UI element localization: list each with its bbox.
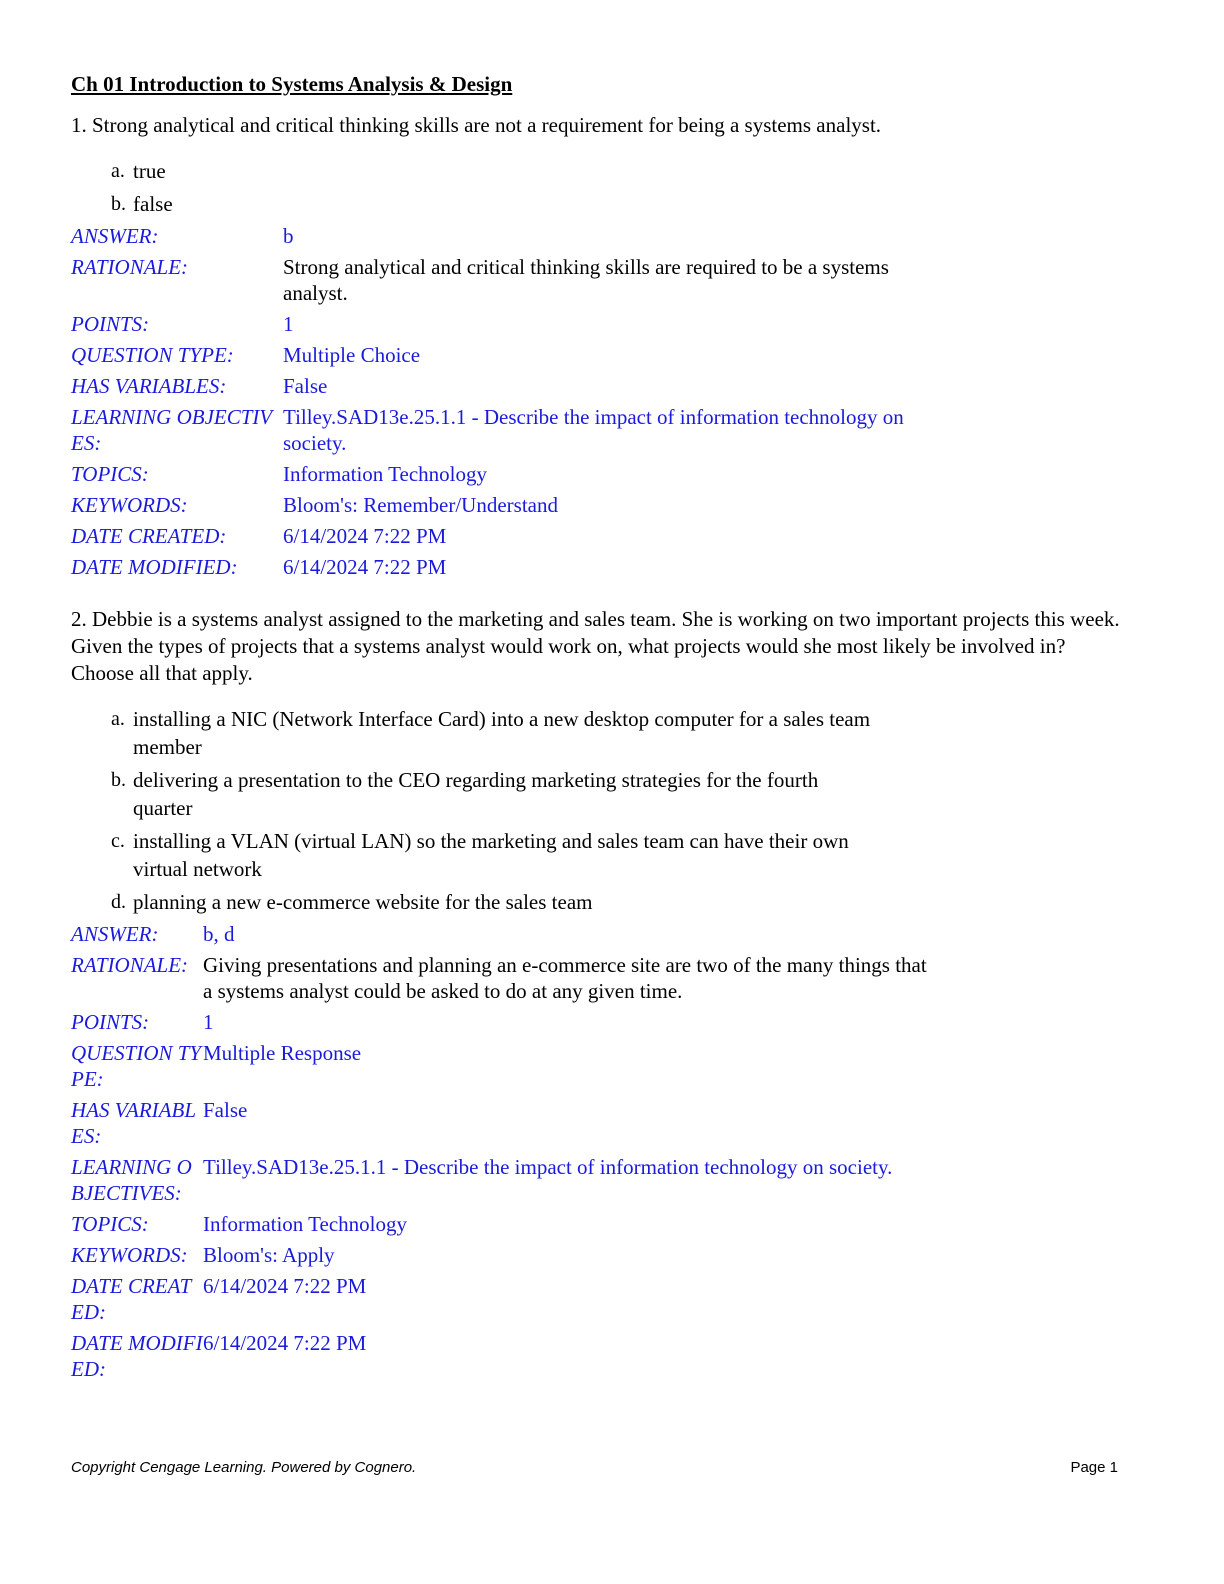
- choice-item: [111, 705, 871, 761]
- meta-value: Tilley.SAD13e.25.1.1 - Describe the impact of information technology on society.: [203, 1155, 893, 1179]
- meta-value: Tilley.SAD13e.25.1.1 - Describe the impact of information technology on society.: [283, 405, 904, 455]
- meta-value: Strong analytical and critical thinking skills are required to be a systems analyst.: [283, 255, 889, 305]
- meta-label: POINTS:: [71, 1010, 150, 1034]
- meta-row-has-variables: [71, 373, 1131, 399]
- meta-row-rationale: [71, 952, 1131, 1004]
- meta-value: 6/14/2024 7:22 PM: [283, 555, 447, 579]
- choice-text: false: [133, 192, 173, 216]
- meta-row-date-modified: [71, 554, 1131, 580]
- choice-letter: a.: [111, 160, 125, 182]
- choice-list-2: [111, 705, 871, 916]
- meta-row-learning-objectives: [71, 404, 1131, 456]
- meta-row-has-variables: [71, 1097, 1131, 1149]
- copyright-text: Copyright Cengage Learning. Powered by Cognero.: [71, 1459, 417, 1476]
- meta-row-answer: [71, 223, 1131, 249]
- meta-row-topics: [71, 1211, 1131, 1237]
- question-block-2: [71, 606, 1131, 1382]
- meta-label: TOPICS:: [71, 462, 149, 486]
- meta-row-points: [71, 1009, 1131, 1035]
- meta-row-date-created: [71, 523, 1131, 549]
- question-stem-2: 2. Debbie is a systems analyst assigned to the marketing and sales team. She is working on two important projects this week. Given the types of projects that a systems analyst would work on, what projects would she most likely be involved in? Choose all that apply.: [71, 607, 1120, 685]
- choice-letter: c.: [111, 830, 125, 852]
- metadata-table-1: [71, 223, 1131, 580]
- metadata-table-2: [71, 921, 1131, 1382]
- meta-row-rationale: [71, 254, 1131, 306]
- question-stem-1: 1. Strong analytical and critical thinking skills are not a requirement for being a systems analyst.: [71, 113, 882, 137]
- meta-value: b, d: [203, 922, 235, 946]
- choice-list-1: [111, 157, 1131, 218]
- meta-label: DATE CREATED:: [71, 1274, 192, 1324]
- meta-label: TOPICS:: [71, 1212, 149, 1236]
- meta-label: LEARNING OBJECTIVES:: [71, 1155, 192, 1205]
- choice-letter: b.: [111, 769, 126, 791]
- choice-letter: b.: [111, 193, 126, 215]
- meta-row-keywords: [71, 492, 1131, 518]
- choice-text: true: [133, 159, 166, 183]
- meta-row-topics: [71, 461, 1131, 487]
- meta-label: DATE MODIFIED:: [71, 1331, 203, 1381]
- meta-row-keywords: [71, 1242, 1131, 1268]
- meta-label: ANSWER:: [71, 922, 159, 946]
- meta-value: False: [203, 1098, 248, 1122]
- meta-label: HAS VARIABLES:: [71, 374, 227, 398]
- meta-row-date-created: [71, 1273, 1131, 1325]
- choice-text: planning a new e-commerce website for the sales team: [133, 890, 593, 914]
- choice-item: [111, 766, 871, 822]
- meta-label: RATIONALE:: [71, 953, 189, 977]
- meta-value: 6/14/2024 7:22 PM: [203, 1331, 367, 1355]
- document-page: [71, 70, 1131, 1387]
- chapter-title: Ch 01 Introduction to Systems Analysis & Design: [71, 72, 513, 96]
- meta-label: KEYWORDS:: [71, 1243, 188, 1267]
- meta-row-answer: [71, 921, 1131, 947]
- meta-row-learning-objectives: [71, 1154, 1131, 1206]
- meta-value: Information Technology: [203, 1212, 408, 1236]
- choice-text: delivering a presentation to the CEO regarding marketing strategies for the fourth quarter: [133, 768, 819, 820]
- meta-value: Multiple Choice: [283, 343, 421, 367]
- meta-value: b: [283, 224, 294, 248]
- meta-value: Multiple Response: [203, 1041, 362, 1065]
- choice-item: [111, 157, 1131, 185]
- page-footer: [71, 1459, 1118, 1476]
- meta-value: Giving presentations and planning an e-commerce site are two of the many things that a systems analyst could be asked to do at any given time.: [203, 953, 927, 1003]
- meta-value: 6/14/2024 7:22 PM: [203, 1274, 367, 1298]
- choice-item: [111, 888, 871, 916]
- choice-item: [111, 827, 871, 883]
- meta-label: ANSWER:: [71, 224, 159, 248]
- choice-letter: a.: [111, 708, 125, 730]
- choice-text: installing a VLAN (virtual LAN) so the marketing and sales team can have their own virtual network: [133, 829, 849, 881]
- question-block-1: [71, 112, 1131, 580]
- meta-label: DATE CREATED:: [71, 524, 227, 548]
- meta-value: Bloom's: Remember/Understand: [283, 493, 558, 517]
- meta-row-question-type: [71, 1040, 1131, 1092]
- meta-label: HAS VARIABLES:: [71, 1098, 196, 1148]
- meta-value: False: [283, 374, 328, 398]
- page-number: Page 1: [1070, 1459, 1118, 1476]
- meta-row-points: [71, 311, 1131, 337]
- meta-label: QUESTION TYPE:: [71, 343, 234, 367]
- choice-text: installing a NIC (Network Interface Card) into a new desktop computer for a sales team member: [133, 707, 871, 759]
- meta-row-date-modified: [71, 1330, 1131, 1382]
- meta-value: Information Technology: [283, 462, 488, 486]
- meta-label: POINTS:: [71, 312, 150, 336]
- meta-label: LEARNING OBJECTIVES:: [71, 405, 273, 455]
- choice-item: [111, 190, 1131, 218]
- choice-letter: d.: [111, 891, 126, 913]
- meta-label: QUESTION TYPE:: [71, 1041, 202, 1091]
- meta-value: 1: [283, 312, 294, 336]
- meta-label: KEYWORDS:: [71, 493, 188, 517]
- meta-value: 1: [203, 1010, 214, 1034]
- meta-value: Bloom's: Apply: [203, 1243, 335, 1267]
- meta-label: RATIONALE:: [71, 255, 189, 279]
- meta-label: DATE MODIFIED:: [71, 555, 238, 579]
- meta-row-question-type: [71, 342, 1131, 368]
- meta-value: 6/14/2024 7:22 PM: [283, 524, 447, 548]
